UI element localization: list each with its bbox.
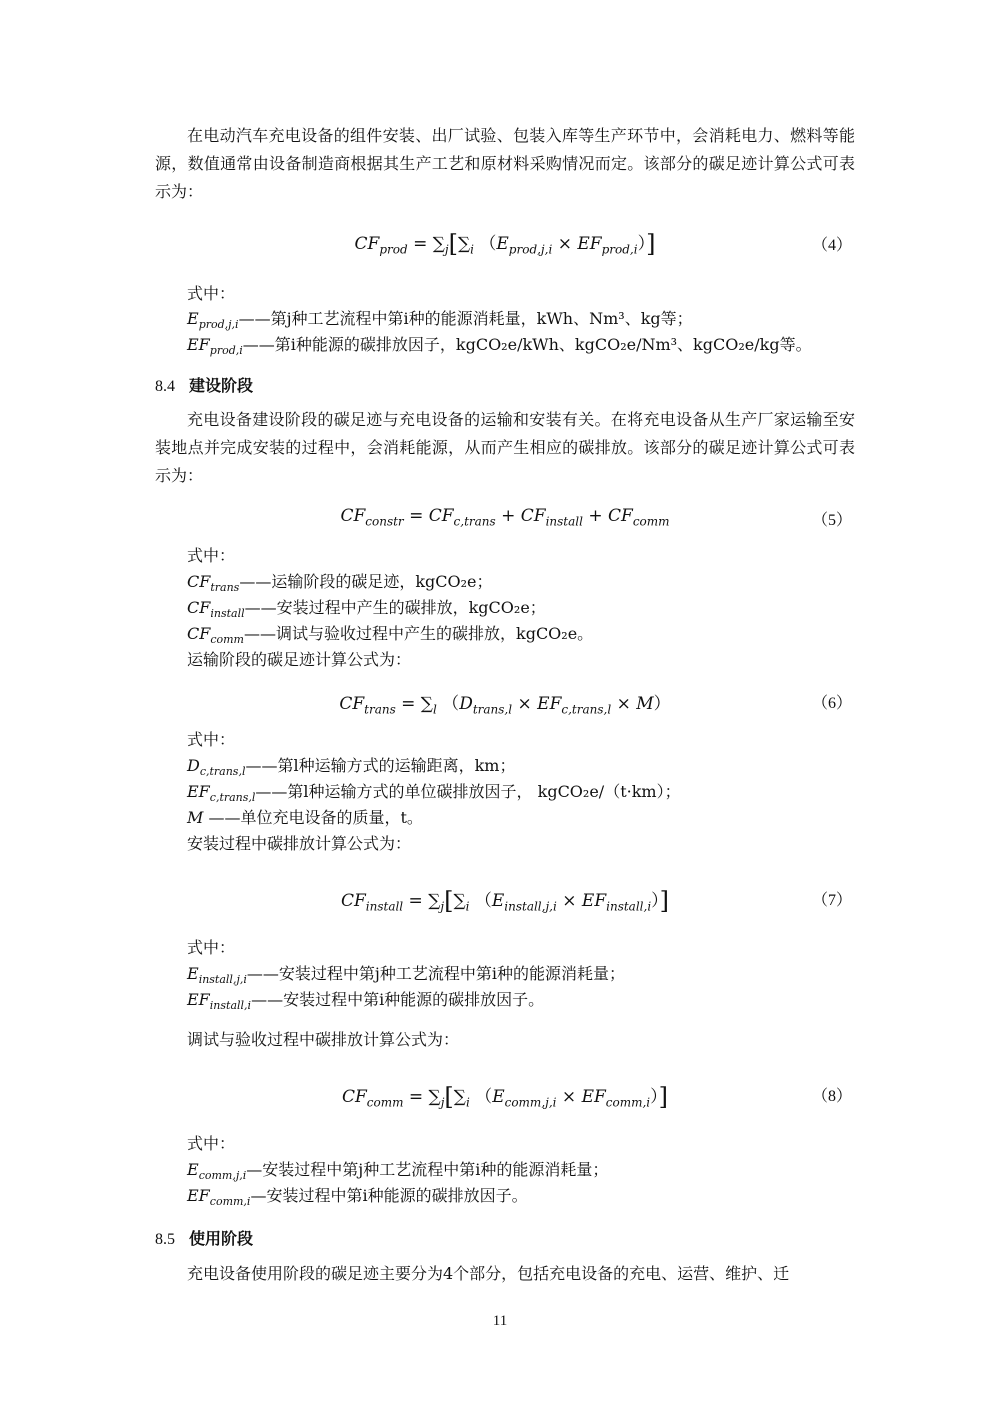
definition-ef-install: $EF_{install,i}——$安装过程中第i种能源的碳排放因子。	[187, 990, 545, 1013]
definition-e-install: $E_{install,j,i}——$安装过程中第j种工艺流程中第i种的能源消耗量；	[187, 964, 625, 987]
equation-4: $CF_{prod} = \sum_j[\sum_i$ $(E_{prod,j,i} \times EF_{prod,i})$]	[354, 230, 656, 258]
equation-number-5: （5）	[812, 512, 853, 529]
page-number: 11	[492, 1313, 508, 1329]
equation-7: $CF_{install} = \sum_j[\sum_i$ $(E_{install,j,i} \times EF_{install,i})$]	[340, 887, 670, 915]
definition-ef-prod: $EF_{prod,i}——$第i种能源的碳排放因子，kgCO₂e/kWh、kgCO₂e/Nm³、kgCO₂e/kg等。	[187, 335, 812, 358]
equation-6: $CF_{trans} = \sum_l$ $(D_{trans,l} \times EF_{c,trans,l} \times M)$	[339, 694, 671, 717]
where-label-7: 式中：	[187, 938, 236, 957]
definition-ef-trans: $EF_{c,trans,l}——$第l种运输方式的单位碳排放因子， kgCO₂e/（t·km）；	[187, 782, 681, 805]
paragraph-construction: 充电设备建设阶段的碳足迹与充电设备的运输和安装有关。在将充电设备从生产厂家运输至安装地点并完成安装的过程中，会消耗能源，从而产生相应的碳排放。该部分的碳足迹计算公式可表示为：	[155, 410, 855, 485]
definition-m: M ——单位充电设备的质量，t。	[187, 808, 423, 827]
where-label-8: 式中：	[187, 1134, 236, 1153]
where-label-6: 式中：	[187, 730, 236, 749]
comm-intro: 调试与验收过程中碳排放计算公式为：	[187, 1030, 460, 1049]
definition-cf-install: $CF_{install}——$安装过程中产生的碳排放，kgCO₂e；	[187, 598, 546, 621]
definition-cf-comm: $CF_{comm}——$调试与验收过程中产生的碳排放，kgCO₂e。	[187, 624, 594, 647]
equation-number-8: （8）	[812, 1088, 853, 1105]
equation-5: $CF_{constr} = CF_{c,trans} + CF_{install} + CF_{comm}$	[340, 506, 670, 529]
equation-number-6: （6）	[812, 695, 853, 712]
paragraph-production: 在电动汽车充电设备的组件安装、出厂试验、包装入库等生产环节中，会消耗电力、燃料等能源，数值通常由设备制造商根据其生产工艺和原材料采购情况而定。该部分的碳足迹计算公式可表示为：	[155, 126, 855, 201]
install-intro: 安装过程中碳排放计算公式为：	[187, 834, 412, 853]
equation-8: $CF_{comm} = \sum_j[\sum_i$ $(E_{comm,j,i} \times EF_{comm,i})$]	[341, 1083, 669, 1111]
definition-cf-trans: $CF_{trans}——$运输阶段的碳足迹，kgCO₂e；	[187, 572, 493, 595]
section-heading-8-5: 8.5 使用阶段	[155, 1229, 254, 1248]
definition-e-prod: $E_{prod,j,i}——$第j种工艺流程中第i种的能源消耗量，kWh、Nm³、kg等；	[187, 309, 693, 332]
definition-d-trans: $D_{c,trans,l}——$第l种运输方式的运输距离，km；	[187, 756, 516, 779]
definition-ef-comm: $EF_{comm,i}—$安装过程中第i种能源的碳排放因子。	[187, 1186, 528, 1209]
transport-intro: 运输阶段的碳足迹计算公式为：	[187, 650, 412, 669]
where-label-4: 式中：	[187, 284, 236, 303]
equation-number-4: （4）	[812, 237, 853, 254]
paragraph-usage: 充电设备使用阶段的碳足迹主要分为4个部分，包括充电设备的充电、运营、维护、迁	[187, 1264, 790, 1283]
equation-number-7: （7）	[812, 892, 853, 909]
section-heading-8-4: 8.4 建设阶段	[155, 376, 254, 395]
where-label-5: 式中：	[187, 546, 236, 565]
definition-e-comm: $E_{comm,j,i}—$安装过程中第j种工艺流程中第i种的能源消耗量；	[187, 1160, 609, 1183]
